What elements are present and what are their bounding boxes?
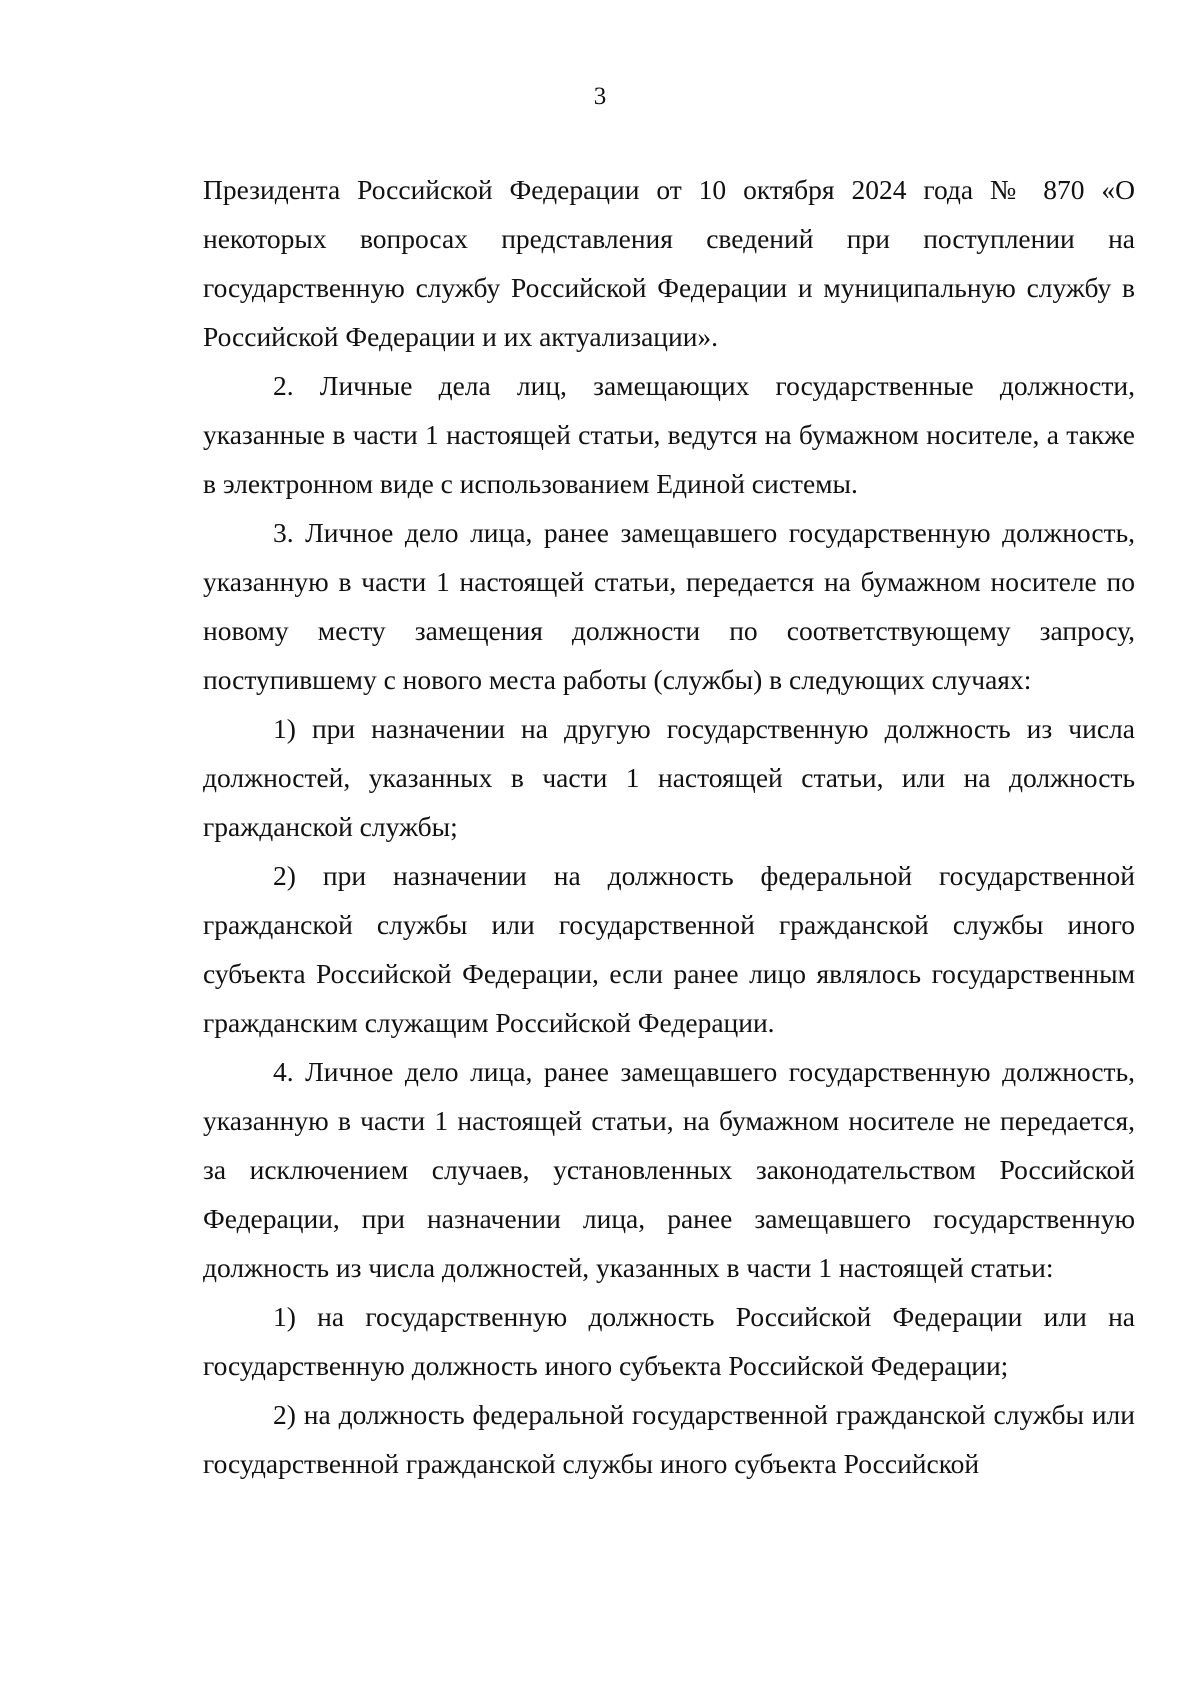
paragraph-item-2: 2. Личные дела лиц, замещающих государственные должности, указанные в части 1 настоящей статьи, ведутся на бумажном носителе, а также в электронном виде с использованием Единой системы.	[203, 370, 1135, 499]
document-body	[203, 165, 1135, 1488]
paragraph-item-3: 3. Личное дело лица, ранее замещавшего государственную должность, указанную в части 1 настоящей статьи, передается на бумажном носителе по новому месту замещения должности по соответствующему запросу, поступившему с нового места работы (службы) в следующих случаях:	[203, 517, 1135, 695]
subparagraph-3-2: 2) при назначении на должность федеральной государственной гражданской службы или государственной гражданской службы иного субъекта Российской Федерации, если ранее лицо являлось государственным гражданским служащим Российской Федерации.	[203, 860, 1135, 1038]
paragraph-item-4: 4. Личное дело лица, ранее замещавшего государственную должность, указанную в части 1 настоящей статьи, на бумажном носителе не передается, за исключением случаев, установленных законодательством Российской Федерации, при назначении лица, ранее замещавшего государственную должность из числа должностей, указанных в части 1 настоящей статьи:	[203, 1056, 1135, 1283]
subparagraph-4-2: 2) на должность федеральной государственной гражданской службы или государственной гражданской службы иного субъекта Российской	[203, 1399, 1135, 1479]
subparagraph-4-1: 1) на государственную должность Российской Федерации или на государственную должность иного субъекта Российской Федерации;	[203, 1301, 1135, 1381]
paragraph-continuation: Президента Российской Федерации от 10 октября 2024 года № 870 «О некоторых вопросах представления сведений при поступлении на государственную службу Российской Федерации и муниципальную службу в Российской Федерации и их актуализации».	[203, 174, 1135, 352]
page-number: 3	[593, 83, 607, 110]
subparagraph-3-1: 1) при назначении на другую государственную должность из числа должностей, указанных в части 1 настоящей статьи, или на должность гражданской службы;	[203, 713, 1135, 842]
